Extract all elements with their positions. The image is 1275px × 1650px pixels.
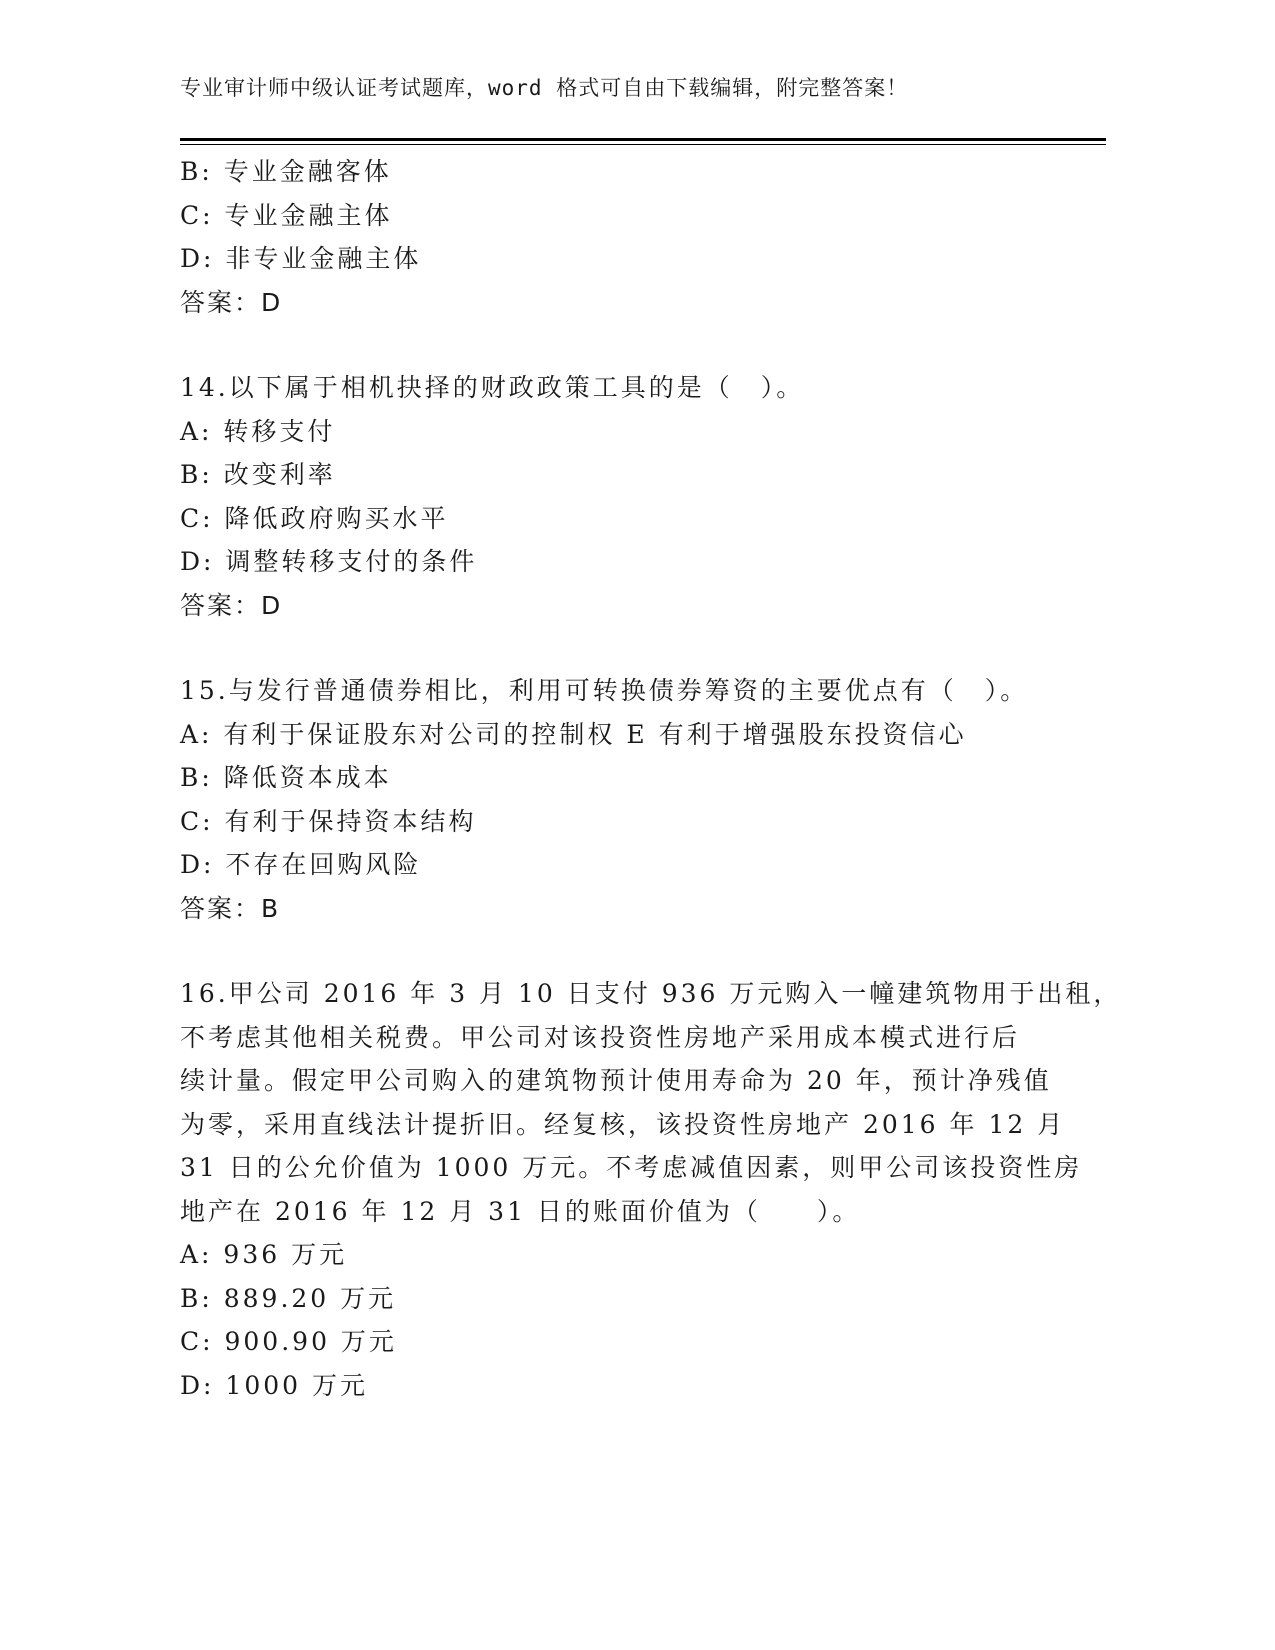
header-divider (180, 138, 1106, 141)
question-14-answer: 答案：D (180, 590, 283, 620)
question-16-stem-line: 为零，采用直线法计提折旧。经复核，该投资性房地产 2016 年 12 月 (180, 1109, 1066, 1139)
question-14-option-b: B: 改变利率 (180, 460, 336, 489)
answer: 答案：D (180, 287, 283, 317)
question-15-stem: 15.与发行普通债券相比，利用可转换债券筹资的主要优点有（ ）。 (180, 676, 1029, 705)
page-header: 专业审计师中级认证考试题库，word 格式可自由下载编辑，附完整答案！ (180, 76, 909, 100)
question-14-option-a: A: 转移支付 (180, 416, 336, 446)
question-15-option-d: D: 不存在回购风险 (180, 850, 422, 879)
question-16-stem-line: 地产在 2016 年 12 月 31 日的账面价值为（ ）。 (180, 1196, 861, 1226)
question-16-stem-line: 续计量。假定甲公司购入的建筑物预计使用寿命为 20 年，预计净残值 (180, 1066, 1052, 1095)
document-body (180, 150, 1122, 1407)
question-15-answer: 答案：B (180, 893, 281, 923)
option-b: B: 专业金融客体 (180, 157, 392, 186)
question-16-option-b: B: 889.20 万元 (180, 1283, 397, 1313)
question-14-option-d: D: 调整转移支付的条件 (180, 547, 478, 576)
question-16-option-a: A: 936 万元 (180, 1240, 348, 1269)
question-15-option-c: C: 有利于保持资本结构 (180, 806, 477, 836)
question-16-stem-line: 16.甲公司 2016 年 3 月 10 日支付 936 万元购入一幢建筑物用于出租， (180, 979, 1122, 1008)
question-14-stem: 14.以下属于相机抉择的财政政策工具的是（ ）。 (180, 373, 805, 402)
question-16-option-d: D: 1000 万元 (180, 1370, 368, 1400)
option-c: C: 专业金融主体 (180, 200, 393, 230)
option-d: D: 非专业金融主体 (180, 244, 422, 273)
question-16-stem-line: 不考虑其他相关税费。甲公司对该投资性房地产采用成本模式进行后 (180, 1022, 1021, 1052)
question-15-option-b: B: 降低资本成本 (180, 763, 392, 792)
question-16-option-c: C: 900.90 万元 (180, 1327, 397, 1356)
question-15-option-a: A: 有利于保证股东对公司的控制权 E 有利于增强股东投资信心 (180, 719, 967, 749)
question-14-option-c: C: 降低政府购买水平 (180, 503, 449, 533)
question-16-stem-line: 31 日的公允价值为 1000 万元。不考虑减值因素，则甲公司该投资性房 (180, 1153, 1083, 1182)
header-divider-thin (180, 144, 1106, 145)
